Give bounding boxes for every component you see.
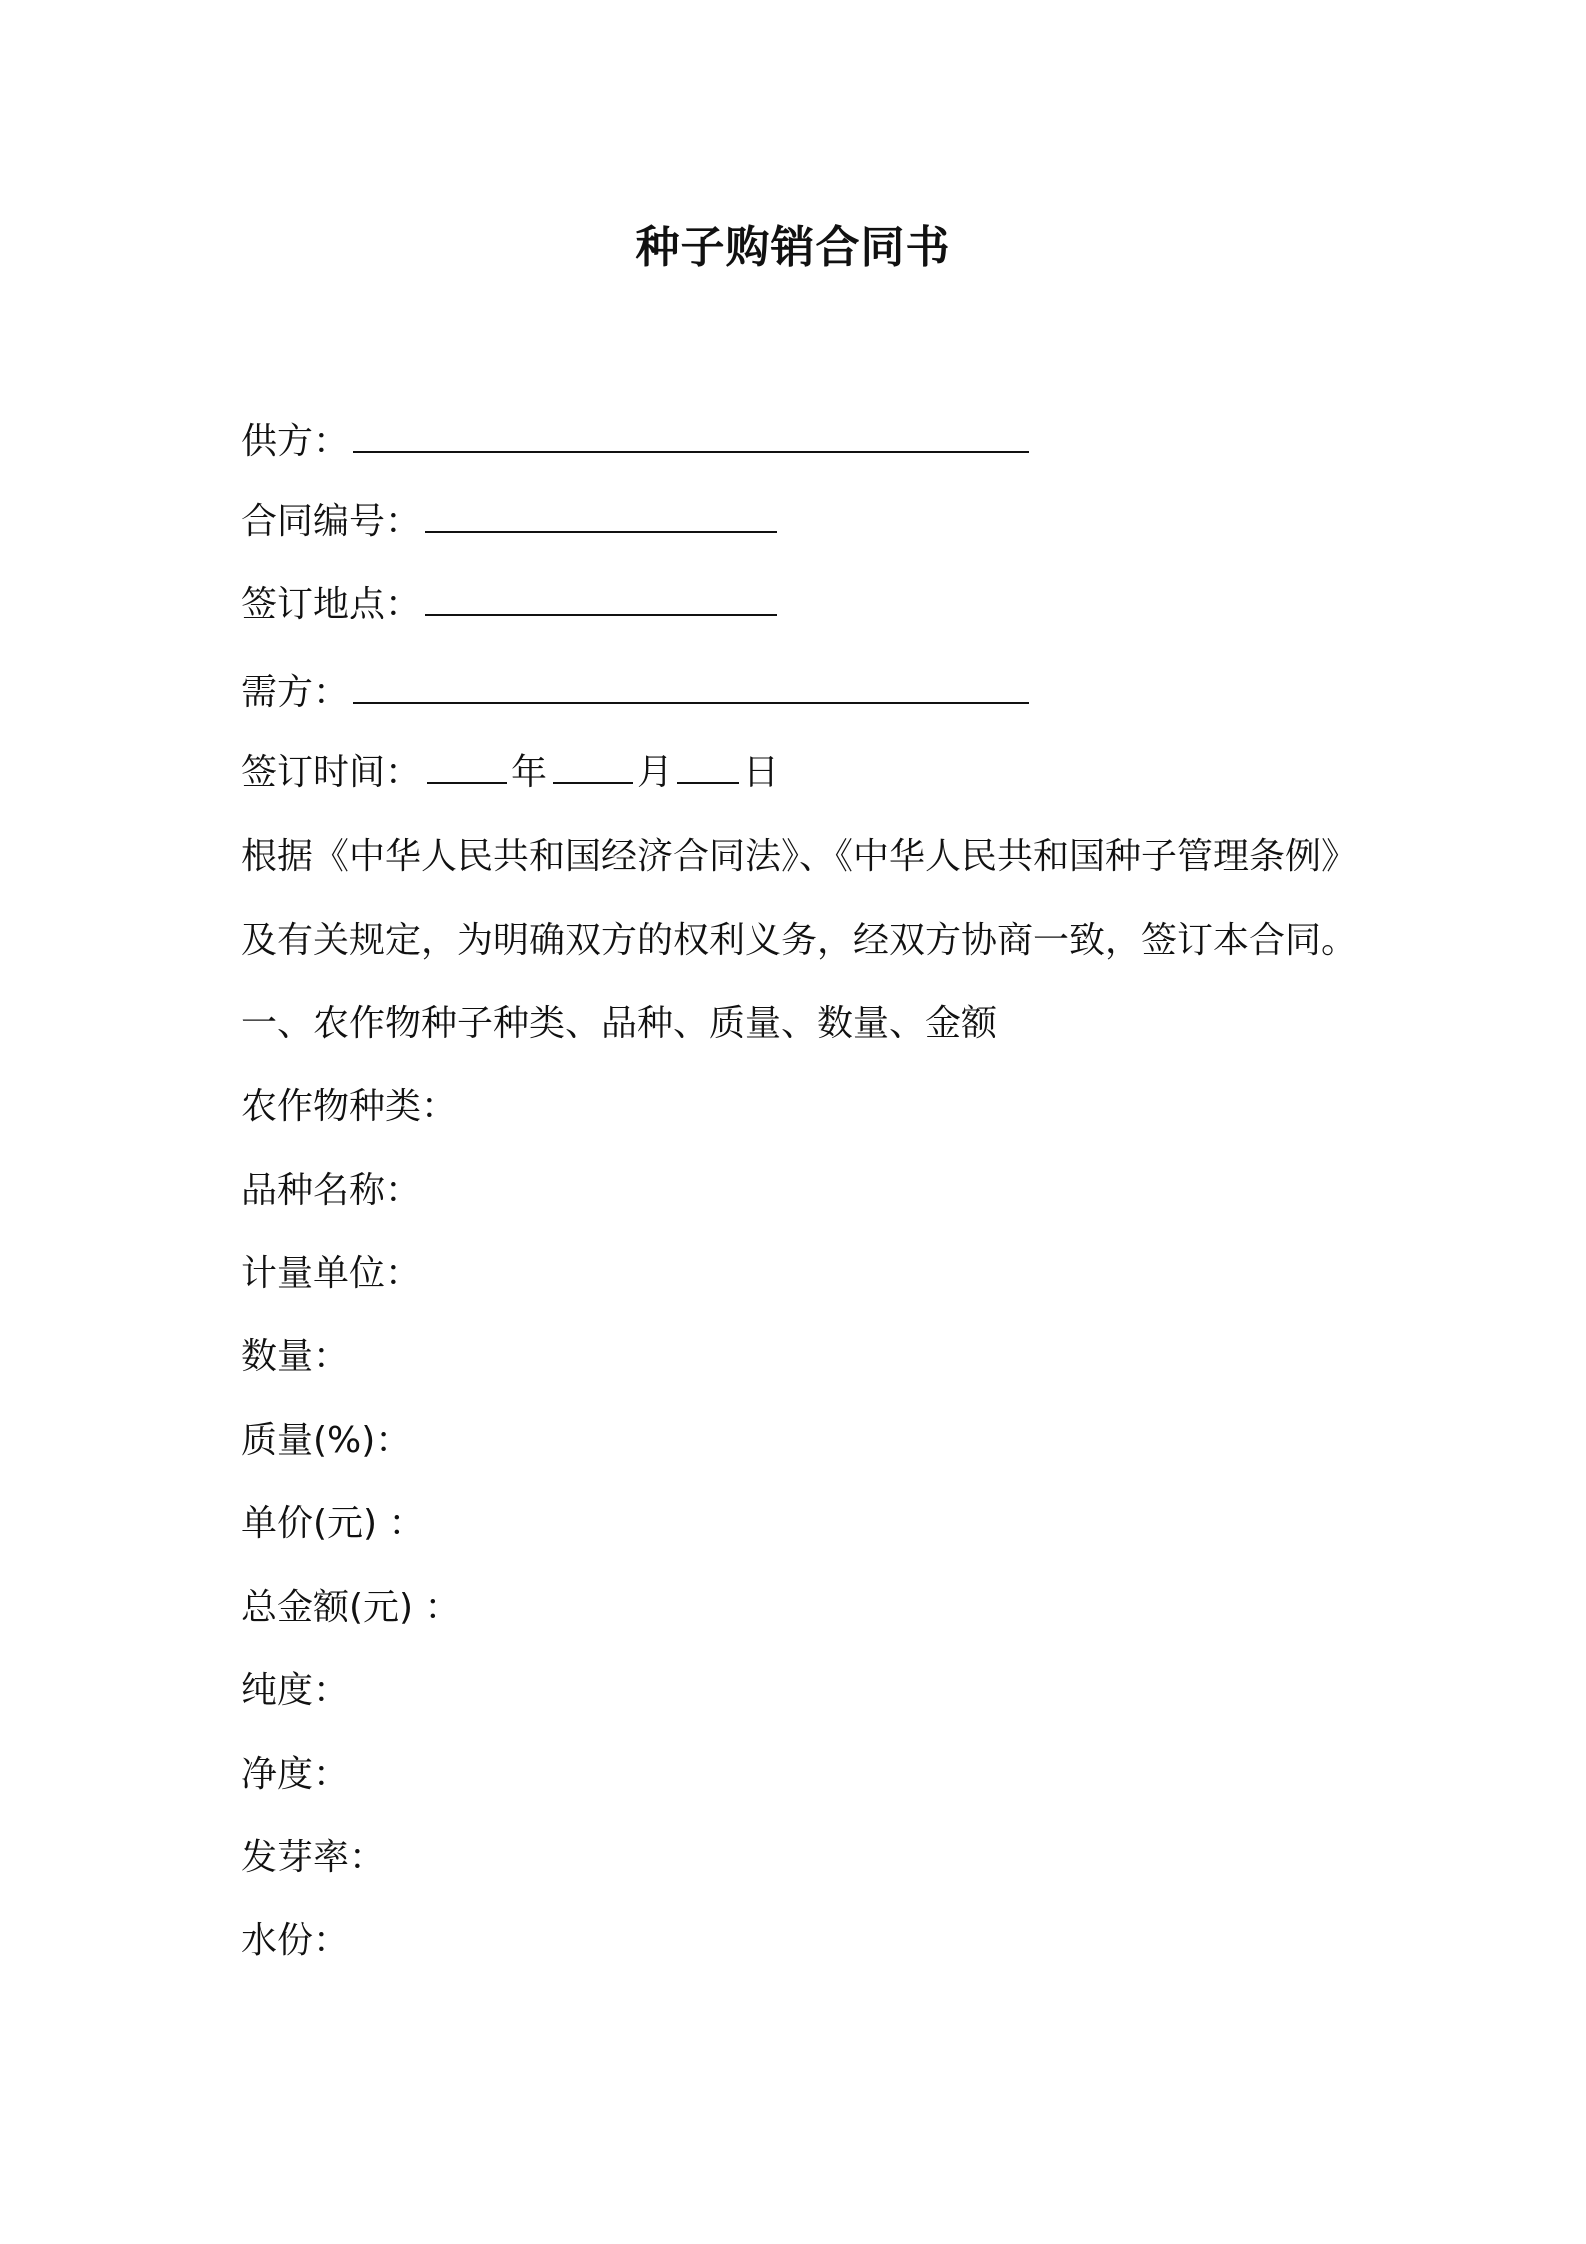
contract-number-blank: [425, 497, 777, 533]
document-title: 种子购销合同书: [635, 222, 951, 273]
year-label: 年: [511, 752, 548, 793]
supplier-line: [241, 417, 1029, 467]
sign-time-label: 签订时间：: [241, 752, 422, 793]
field-quantity: 数量：: [241, 1336, 350, 1377]
month-label: 月: [637, 752, 674, 793]
field-crop-type: 农作物种类：: [241, 1086, 458, 1127]
day-blank: [677, 748, 739, 784]
intro-paragraph-line-2: 及有关规定，为明确双方的权利义务，经双方协商一致，签订本合同。: [241, 920, 1358, 961]
sign-place-label: 签订地点：: [241, 584, 422, 625]
sign-place-blank: [425, 580, 777, 616]
intro-paragraph-line-1: 根据《中华人民共和国经济合同法》、《中华人民共和国种子管理条例》: [241, 836, 1358, 877]
field-cleanliness: 净度：: [241, 1754, 350, 1795]
field-quality: 质量(%)：: [241, 1420, 412, 1461]
section-1-heading: 一、农作物种子种类、品种、质量、数量、金额: [241, 1003, 998, 1044]
field-variety-name: 品种名称：: [241, 1170, 422, 1211]
field-unit: 计量单位：: [241, 1253, 422, 1294]
field-moisture: 水份：: [241, 1920, 350, 1961]
year-blank: [427, 748, 507, 784]
supplier-blank: [353, 417, 1029, 453]
buyer-label: 需方：: [241, 672, 350, 713]
sign-place-line: [241, 580, 777, 630]
field-germination-rate: 发芽率：: [241, 1837, 386, 1878]
sign-time-line: [241, 748, 779, 798]
supplier-label: 供方：: [241, 421, 350, 462]
contract-number-label: 合同编号：: [241, 501, 422, 542]
field-purity: 纯度：: [241, 1670, 350, 1711]
buyer-blank: [353, 668, 1029, 704]
buyer-line: [241, 668, 1029, 718]
day-label: 日: [743, 752, 780, 793]
month-blank: [553, 748, 633, 784]
contract-number-line: [241, 497, 777, 547]
field-unit-price: 单价(元) ：: [241, 1503, 425, 1544]
field-total-amount: 总金额(元) ：: [241, 1587, 461, 1628]
